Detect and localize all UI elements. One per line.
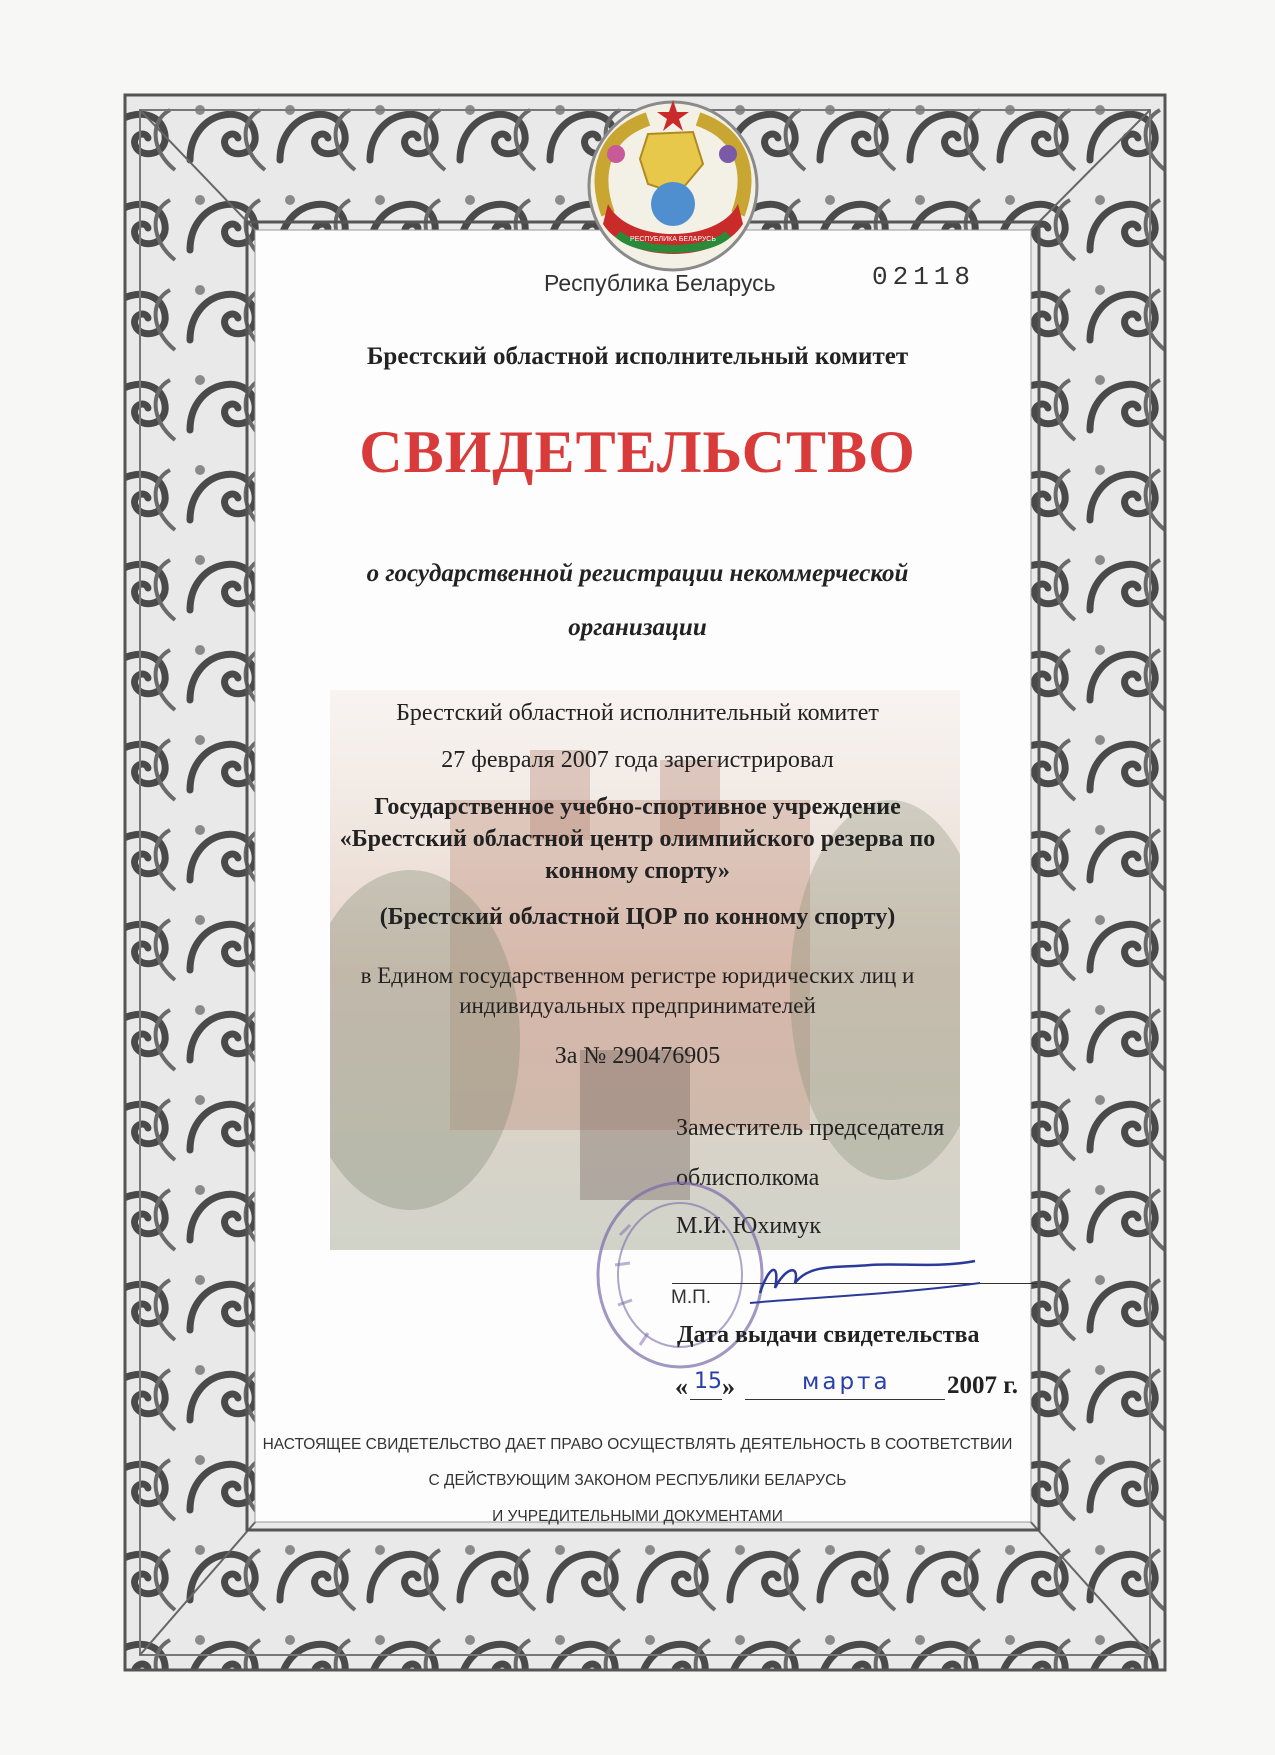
day-underline <box>690 1399 722 1400</box>
organization-short-name: (Брестский областной ЦОР по конному спорту) <box>379 904 896 930</box>
country-name: Республика Беларусь <box>544 270 776 296</box>
footer-line-3: И УЧРЕДИТЕЛЬНЫМИ ДОКУМЕНТАМИ <box>492 1508 783 1525</box>
subtitle-line-2: организации <box>568 614 707 641</box>
footer-line-2: С ДЕЙСТВУЮЩИМ ЗАКОНОМ РЕСПУБЛИКИ БЕЛАРУСЬ <box>428 1472 847 1489</box>
register-line-1: в Едином государственном регистре юридических лиц и <box>360 963 915 988</box>
issue-day: 15 <box>694 1369 722 1394</box>
signature-icon <box>740 1243 990 1313</box>
issue-date-label: Дата выдачи свидетельства <box>677 1322 980 1348</box>
issue-month: марта <box>802 1369 891 1395</box>
issue-close-quote: » <box>722 1372 735 1401</box>
organization-line-1: Государственное учебно-спортивное учреждение <box>374 794 901 820</box>
state-emblem-icon <box>578 94 768 274</box>
issue-open-quote: « <box>675 1372 688 1401</box>
issue-year: 2007 г. <box>947 1372 1019 1399</box>
organization-line-2: «Брестский областной центр олимпийского резерва по <box>339 826 936 852</box>
month-underline <box>745 1399 945 1400</box>
signatory-position-1: Заместитель председателя <box>676 1115 945 1141</box>
emblem-ribbon-text: РЕСПУБЛИКА БЕЛАРУСЬ <box>630 236 716 243</box>
registration-date-line: 27 февраля 2007 года зарегистрировал <box>441 747 834 773</box>
footer-line-1: НАСТОЯЩЕЕ СВИДЕТЕЛЬСТВО ДАЕТ ПРАВО ОСУЩЕСТВЛЯТЬ ДЕЯТЕЛЬНОСТЬ В СООТВЕТСТВИИ <box>262 1436 1013 1453</box>
signatory-position-2: облисполкома <box>676 1165 820 1191</box>
issuer-title: Брестский областной исполнительный комитет <box>366 343 909 370</box>
serial-number: 02118 <box>872 262 976 292</box>
signatory-name: М.И. Юхимук <box>676 1213 822 1239</box>
subtitle-line-1: о государственной регистрации некоммерческой <box>366 560 909 587</box>
register-line-2: индивидуальных предпринимателей <box>459 993 816 1018</box>
organization-line-3: конному спорту» <box>545 858 730 884</box>
seal-place-label: М.П. <box>671 1287 712 1308</box>
registration-number: За № 290476905 <box>554 1043 721 1069</box>
registrar-line: Брестский областной исполнительный комитет <box>396 700 879 726</box>
document-title: СВИДЕТЕЛЬСТВО <box>359 419 916 485</box>
